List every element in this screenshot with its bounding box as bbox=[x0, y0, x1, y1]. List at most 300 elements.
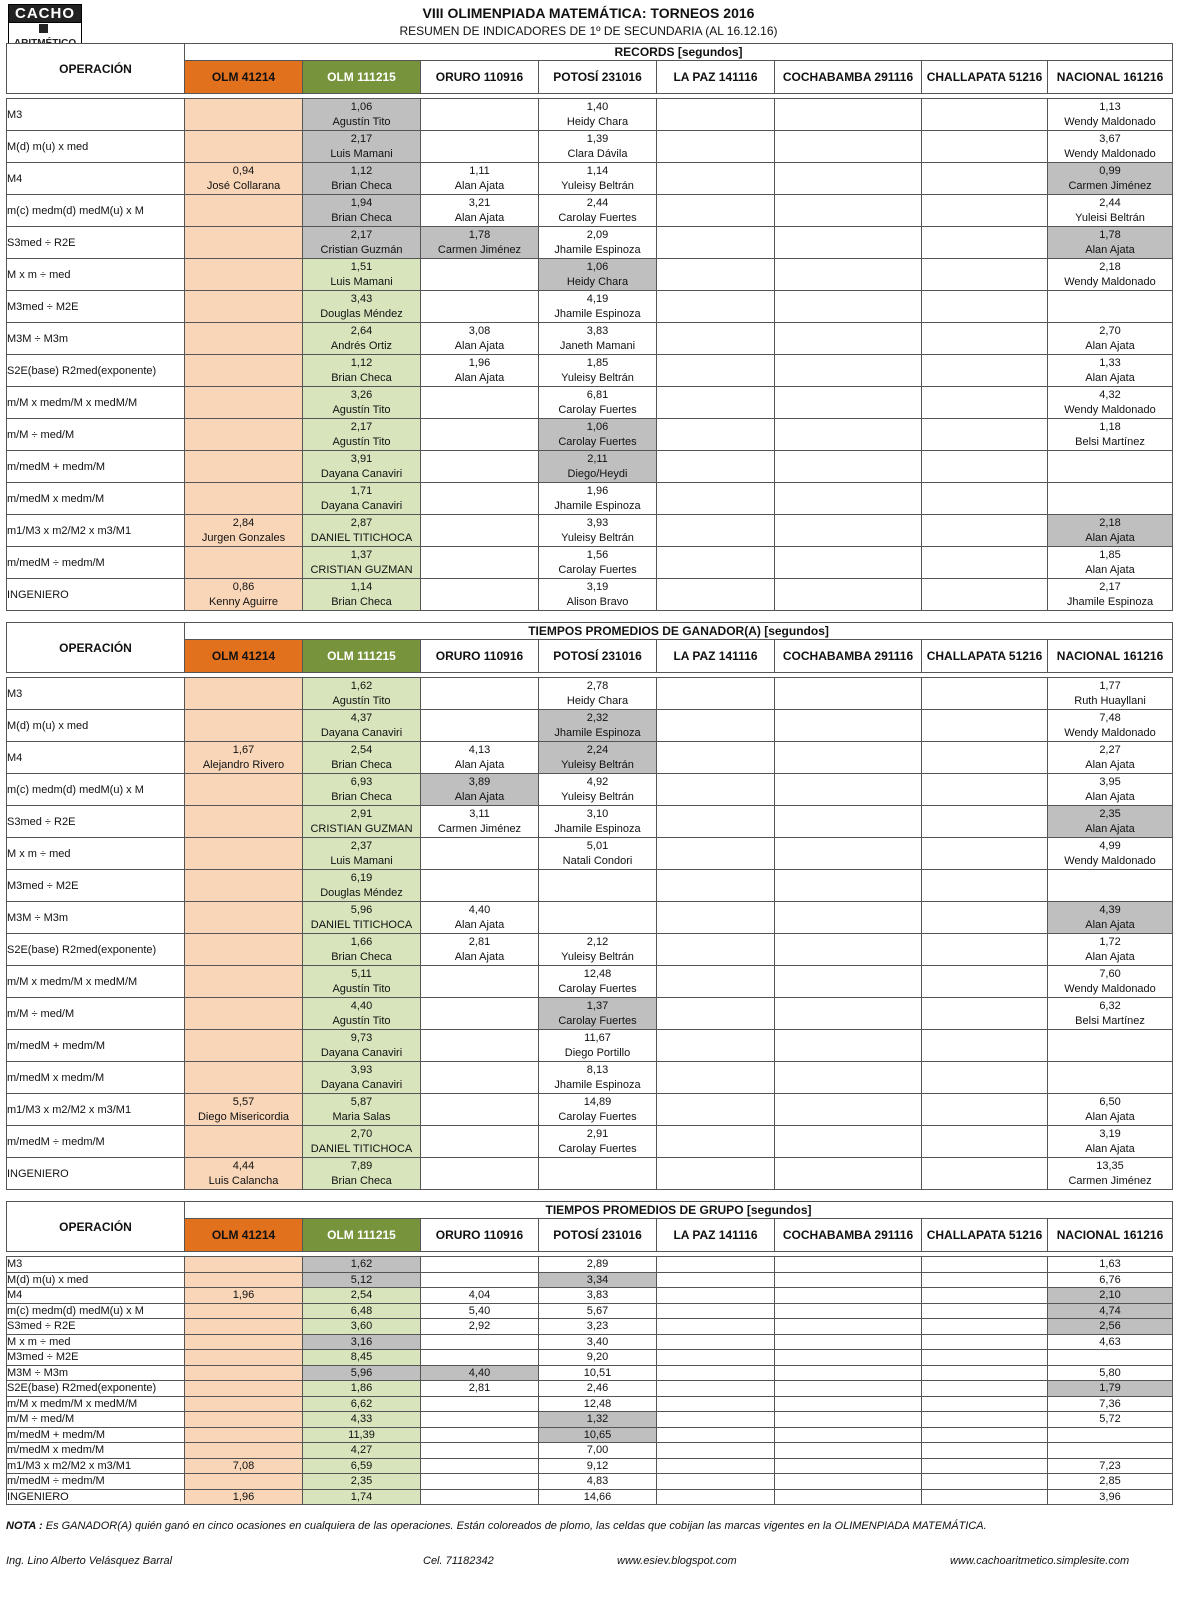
group-time-value bbox=[657, 1443, 775, 1459]
time-value: 4,99 bbox=[1048, 838, 1173, 854]
time-value: 2,35 bbox=[1048, 806, 1173, 822]
group-time-value bbox=[185, 1365, 303, 1381]
competitor-name bbox=[185, 371, 303, 387]
time-value: 2,37 bbox=[303, 838, 421, 854]
competitor-name: Jhamile Espinoza bbox=[539, 499, 657, 515]
competitor-name: Alan Ajata bbox=[421, 211, 539, 227]
group-time-value bbox=[775, 1350, 922, 1366]
operation-header: OPERACIÓN bbox=[7, 44, 185, 94]
time-value bbox=[421, 678, 539, 694]
competitor-name bbox=[421, 307, 539, 323]
group-time-value: 1,32 bbox=[539, 1412, 657, 1428]
competitor-name: Heidy Chara bbox=[539, 694, 657, 710]
group-time-value: 5,72 bbox=[1048, 1412, 1173, 1428]
column-header: OLM 111215 bbox=[303, 1219, 421, 1252]
time-value bbox=[421, 1062, 539, 1078]
time-value bbox=[421, 579, 539, 595]
competitor-name: DANIEL TITICHOCA bbox=[303, 1142, 421, 1158]
competitor-name: Alan Ajata bbox=[421, 950, 539, 966]
operation-label: m1/M3 x m2/M2 x m3/M1 bbox=[7, 1458, 185, 1474]
time-value bbox=[657, 195, 775, 211]
time-value bbox=[775, 742, 922, 758]
group-time-value: 7,08 bbox=[185, 1458, 303, 1474]
competitor-name bbox=[421, 1174, 539, 1190]
operation-label: m/medM + medm/M bbox=[7, 1427, 185, 1443]
time-value bbox=[775, 195, 922, 211]
time-value bbox=[185, 291, 303, 307]
time-value bbox=[775, 99, 922, 115]
time-value: 1,51 bbox=[303, 259, 421, 275]
time-value bbox=[922, 710, 1048, 726]
column-header: ORURO 110916 bbox=[421, 1219, 539, 1252]
group-time-value bbox=[775, 1257, 922, 1273]
time-value: 4,39 bbox=[1048, 902, 1173, 918]
time-value bbox=[539, 902, 657, 918]
competitor-name bbox=[657, 694, 775, 710]
group-time-value bbox=[922, 1474, 1048, 1490]
time-value: 1,72 bbox=[1048, 934, 1173, 950]
group-time-value bbox=[657, 1412, 775, 1428]
time-value: 0,99 bbox=[1048, 163, 1173, 179]
winner-averages-section bbox=[6, 622, 1172, 1190]
operation-label: M4 bbox=[7, 742, 185, 774]
competitor-name: Douglas Méndez bbox=[303, 886, 421, 902]
competitor-name bbox=[1048, 499, 1173, 515]
time-value bbox=[421, 419, 539, 435]
time-value bbox=[657, 131, 775, 147]
group-time-value: 1,86 bbox=[303, 1381, 421, 1397]
competitor-name: Jhamile Espinoza bbox=[539, 726, 657, 742]
time-value bbox=[657, 483, 775, 499]
competitor-name: Luis Calancha bbox=[185, 1174, 303, 1190]
time-value: 6,50 bbox=[1048, 1094, 1173, 1110]
operation-label: M(d) m(u) x med bbox=[7, 1272, 185, 1288]
group-time-value bbox=[185, 1427, 303, 1443]
competitor-name bbox=[657, 179, 775, 195]
competitor-name: Yuleisy Beltrán bbox=[539, 531, 657, 547]
time-value bbox=[657, 998, 775, 1014]
competitor-name bbox=[657, 467, 775, 483]
group-time-value bbox=[775, 1489, 922, 1505]
group-time-value bbox=[922, 1257, 1048, 1273]
group-time-value: 9,20 bbox=[539, 1350, 657, 1366]
time-value bbox=[185, 806, 303, 822]
group-time-value: 5,96 bbox=[303, 1365, 421, 1381]
time-value bbox=[775, 1062, 922, 1078]
time-value bbox=[657, 259, 775, 275]
time-value: 1,13 bbox=[1048, 99, 1173, 115]
competitor-name bbox=[185, 243, 303, 259]
time-value: 4,44 bbox=[185, 1158, 303, 1174]
records-section bbox=[6, 43, 1172, 611]
time-value bbox=[657, 838, 775, 854]
competitor-name bbox=[657, 403, 775, 419]
time-value: 1,14 bbox=[539, 163, 657, 179]
indicator-table bbox=[6, 622, 1173, 1190]
column-header: NACIONAL 161216 bbox=[1048, 1219, 1173, 1252]
competitor-name bbox=[775, 1110, 922, 1126]
operation-label: m(c) medm(d) medM(u) x M bbox=[7, 774, 185, 806]
competitor-name: Maria Salas bbox=[303, 1110, 421, 1126]
indicator-table bbox=[6, 1201, 1173, 1505]
group-time-value bbox=[185, 1474, 303, 1490]
competitor-name bbox=[657, 822, 775, 838]
competitor-name bbox=[922, 726, 1048, 742]
group-time-value: 1,63 bbox=[1048, 1257, 1173, 1273]
competitor-name bbox=[657, 1046, 775, 1062]
time-value: 1,39 bbox=[539, 131, 657, 147]
competitor-name bbox=[657, 275, 775, 291]
group-time-value: 3,23 bbox=[539, 1319, 657, 1335]
time-value: 1,78 bbox=[421, 227, 539, 243]
competitor-name bbox=[185, 435, 303, 451]
time-value bbox=[657, 547, 775, 563]
time-value bbox=[922, 870, 1048, 886]
competitor-name: Carolay Fuertes bbox=[539, 1110, 657, 1126]
competitor-name: Alan Ajata bbox=[421, 371, 539, 387]
group-time-value: 1,74 bbox=[303, 1489, 421, 1505]
competitor-name: Jhamile Espinoza bbox=[1048, 595, 1173, 611]
time-value bbox=[421, 710, 539, 726]
operation-label: M3 bbox=[7, 1257, 185, 1273]
competitor-name bbox=[657, 211, 775, 227]
column-header: OLM 111215 bbox=[303, 640, 421, 673]
competitor-name bbox=[775, 595, 922, 611]
time-value: 6,81 bbox=[539, 387, 657, 403]
group-time-value: 3,96 bbox=[1048, 1489, 1173, 1505]
operation-label: M3 bbox=[7, 99, 185, 131]
time-value bbox=[775, 1094, 922, 1110]
group-time-value: 3,16 bbox=[303, 1334, 421, 1350]
group-time-value bbox=[922, 1365, 1048, 1381]
time-value: 2,78 bbox=[539, 678, 657, 694]
time-value bbox=[1048, 451, 1173, 467]
operation-label: INGENIERO bbox=[7, 1489, 185, 1505]
page-title: VIII OLIMENPIADA MATEMÁTICA: TORNEOS 2016 bbox=[422, 5, 755, 21]
competitor-name: Alan Ajata bbox=[421, 758, 539, 774]
time-value bbox=[922, 323, 1048, 339]
competitor-name bbox=[922, 179, 1048, 195]
column-header: ORURO 110916 bbox=[421, 640, 539, 673]
competitor-name: Alan Ajata bbox=[1048, 758, 1173, 774]
competitor-name bbox=[421, 1110, 539, 1126]
competitor-name bbox=[185, 694, 303, 710]
operation-label: m1/M3 x m2/M2 x m3/M1 bbox=[7, 515, 185, 547]
competitor-name bbox=[775, 275, 922, 291]
time-value bbox=[775, 774, 922, 790]
time-value: 2,12 bbox=[539, 934, 657, 950]
group-time-value bbox=[185, 1396, 303, 1412]
competitor-name bbox=[657, 758, 775, 774]
time-value bbox=[657, 515, 775, 531]
time-value bbox=[657, 1094, 775, 1110]
competitor-name bbox=[185, 1078, 303, 1094]
competitor-name bbox=[185, 1046, 303, 1062]
group-time-value: 5,67 bbox=[539, 1303, 657, 1319]
time-value bbox=[421, 387, 539, 403]
operation-label: m/M ÷ med/M bbox=[7, 1412, 185, 1428]
competitor-name bbox=[922, 854, 1048, 870]
time-value: 5,96 bbox=[303, 902, 421, 918]
time-value: 5,01 bbox=[539, 838, 657, 854]
operation-label: m/M x medm/M x medM/M bbox=[7, 966, 185, 998]
time-value bbox=[657, 227, 775, 243]
group-time-value bbox=[922, 1288, 1048, 1304]
group-time-value bbox=[922, 1396, 1048, 1412]
competitor-name bbox=[185, 726, 303, 742]
competitor-name bbox=[775, 339, 922, 355]
time-value bbox=[922, 806, 1048, 822]
group-time-value bbox=[922, 1489, 1048, 1505]
competitor-name bbox=[421, 275, 539, 291]
time-value: 4,13 bbox=[421, 742, 539, 758]
time-value: 1,94 bbox=[303, 195, 421, 211]
competitor-name: Alan Ajata bbox=[421, 339, 539, 355]
competitor-name bbox=[421, 595, 539, 611]
competitor-name bbox=[185, 563, 303, 579]
time-value: 4,40 bbox=[303, 998, 421, 1014]
column-header: OLM 41214 bbox=[185, 61, 303, 94]
time-value: 4,92 bbox=[539, 774, 657, 790]
group-time-value bbox=[775, 1412, 922, 1428]
competitor-name: Brian Checa bbox=[303, 595, 421, 611]
group-time-value bbox=[1048, 1427, 1173, 1443]
time-value bbox=[657, 163, 775, 179]
group-time-value: 4,04 bbox=[421, 1288, 539, 1304]
time-value: 1,12 bbox=[303, 163, 421, 179]
time-value bbox=[185, 774, 303, 790]
time-value bbox=[421, 838, 539, 854]
time-value: 1,06 bbox=[303, 99, 421, 115]
operation-header: OPERACIÓN bbox=[7, 1202, 185, 1252]
competitor-name bbox=[421, 403, 539, 419]
group-time-value bbox=[185, 1443, 303, 1459]
time-value bbox=[185, 227, 303, 243]
group-time-value bbox=[421, 1412, 539, 1428]
competitor-name bbox=[775, 886, 922, 902]
time-value bbox=[775, 806, 922, 822]
competitor-name bbox=[922, 115, 1048, 131]
time-value bbox=[922, 1126, 1048, 1142]
group-time-value bbox=[657, 1489, 775, 1505]
time-value: 2,54 bbox=[303, 742, 421, 758]
group-time-value bbox=[922, 1334, 1048, 1350]
competitor-name: Brian Checa bbox=[303, 790, 421, 806]
group-time-value: 3,40 bbox=[539, 1334, 657, 1350]
competitor-name: Andrés Ortiz bbox=[303, 339, 421, 355]
competitor-name bbox=[421, 1014, 539, 1030]
operation-label: S3med ÷ R2E bbox=[7, 227, 185, 259]
time-value: 3,11 bbox=[421, 806, 539, 822]
competitor-name bbox=[922, 467, 1048, 483]
section-title: TIEMPOS PROMEDIOS DE GANADOR(A) [segundos] bbox=[185, 623, 1173, 640]
competitor-name bbox=[922, 147, 1048, 163]
time-value bbox=[922, 998, 1048, 1014]
column-header: NACIONAL 161216 bbox=[1048, 61, 1173, 94]
competitor-name: Agustín Tito bbox=[303, 115, 421, 131]
time-value: 7,89 bbox=[303, 1158, 421, 1174]
column-header: COCHABAMBA 291116 bbox=[775, 61, 922, 94]
time-value bbox=[775, 163, 922, 179]
time-value bbox=[922, 291, 1048, 307]
time-value: 2,87 bbox=[303, 515, 421, 531]
note-text: Es GANADOR(A) quién ganó en cinco ocasiones en cualquiera de las operaciones. Están coloreados de plomo, las celdas que cobijan las marcas vigentes en la OLIMENPIADA MATEMÁTICA. bbox=[45, 1520, 987, 1532]
time-value: 9,73 bbox=[303, 1030, 421, 1046]
competitor-name bbox=[775, 499, 922, 515]
time-value: 2,17 bbox=[303, 227, 421, 243]
group-time-value bbox=[922, 1303, 1048, 1319]
competitor-name: Ruth Huayllani bbox=[1048, 694, 1173, 710]
competitor-name bbox=[657, 950, 775, 966]
group-time-value: 1,96 bbox=[185, 1288, 303, 1304]
group-time-value: 11,39 bbox=[303, 1427, 421, 1443]
competitor-name bbox=[657, 563, 775, 579]
competitor-name bbox=[185, 275, 303, 291]
competitor-name bbox=[185, 822, 303, 838]
group-time-value bbox=[775, 1334, 922, 1350]
time-value: 0,94 bbox=[185, 163, 303, 179]
competitor-name bbox=[185, 115, 303, 131]
competitor-name: Jhamile Espinoza bbox=[539, 243, 657, 259]
time-value: 1,85 bbox=[1048, 547, 1173, 563]
competitor-name: Brian Checa bbox=[303, 758, 421, 774]
group-time-value: 5,80 bbox=[1048, 1365, 1173, 1381]
competitor-name bbox=[775, 531, 922, 547]
time-value bbox=[421, 451, 539, 467]
time-value bbox=[922, 1030, 1048, 1046]
group-time-value: 4,83 bbox=[539, 1474, 657, 1490]
competitor-name bbox=[1048, 1046, 1173, 1062]
competitor-name bbox=[922, 435, 1048, 451]
competitor-name bbox=[657, 982, 775, 998]
competitor-name bbox=[775, 854, 922, 870]
group-time-value bbox=[922, 1458, 1048, 1474]
time-value bbox=[775, 966, 922, 982]
time-value bbox=[185, 547, 303, 563]
competitor-name bbox=[775, 467, 922, 483]
time-value bbox=[922, 838, 1048, 854]
time-value: 6,93 bbox=[303, 774, 421, 790]
time-value: 3,08 bbox=[421, 323, 539, 339]
group-time-value bbox=[775, 1381, 922, 1397]
time-value bbox=[922, 1158, 1048, 1174]
time-value bbox=[185, 1030, 303, 1046]
competitor-name bbox=[421, 886, 539, 902]
time-value bbox=[1048, 1030, 1173, 1046]
competitor-name bbox=[775, 790, 922, 806]
footer-phone: Cel. 71182342 bbox=[423, 1555, 494, 1567]
column-header: POTOSÍ 231016 bbox=[539, 640, 657, 673]
group-time-value bbox=[775, 1443, 922, 1459]
competitor-name bbox=[775, 726, 922, 742]
time-value: 2,32 bbox=[539, 710, 657, 726]
time-value: 3,43 bbox=[303, 291, 421, 307]
time-value: 1,37 bbox=[539, 998, 657, 1014]
competitor-name: Wendy Maldonado bbox=[1048, 726, 1173, 742]
competitor-name bbox=[775, 822, 922, 838]
competitor-name: Jhamile Espinoza bbox=[539, 1078, 657, 1094]
competitor-name: Alan Ajata bbox=[1048, 563, 1173, 579]
column-header: OLM 41214 bbox=[185, 640, 303, 673]
time-value bbox=[775, 259, 922, 275]
competitor-name: Luis Mamani bbox=[303, 854, 421, 870]
group-time-value: 4,63 bbox=[1048, 1334, 1173, 1350]
time-value bbox=[775, 451, 922, 467]
time-value bbox=[775, 515, 922, 531]
group-time-value bbox=[421, 1427, 539, 1443]
competitor-name bbox=[185, 467, 303, 483]
column-header: NACIONAL 161216 bbox=[1048, 640, 1173, 673]
group-time-value: 6,76 bbox=[1048, 1272, 1173, 1288]
competitor-name: Agustín Tito bbox=[303, 435, 421, 451]
competitor-name: Wendy Maldonado bbox=[1048, 403, 1173, 419]
time-value bbox=[185, 419, 303, 435]
competitor-name: Janeth Mamani bbox=[539, 339, 657, 355]
group-time-value bbox=[421, 1334, 539, 1350]
competitor-name bbox=[421, 982, 539, 998]
group-time-value bbox=[657, 1319, 775, 1335]
group-time-value bbox=[657, 1257, 775, 1273]
competitor-name bbox=[775, 115, 922, 131]
group-time-value bbox=[922, 1381, 1048, 1397]
column-header: POTOSÍ 231016 bbox=[539, 1219, 657, 1252]
competitor-name bbox=[922, 275, 1048, 291]
competitor-name bbox=[775, 211, 922, 227]
time-value: 2,18 bbox=[1048, 259, 1173, 275]
time-value bbox=[421, 1126, 539, 1142]
group-time-value bbox=[421, 1458, 539, 1474]
competitor-name: Alejandro Rivero bbox=[185, 758, 303, 774]
time-value bbox=[922, 259, 1048, 275]
operation-label: INGENIERO bbox=[7, 1158, 185, 1190]
operation-label: M3M ÷ M3m bbox=[7, 1365, 185, 1381]
time-value: 3,19 bbox=[539, 579, 657, 595]
operation-label: M(d) m(u) x med bbox=[7, 131, 185, 163]
time-value bbox=[657, 99, 775, 115]
column-header: CHALLAPATA 51216 bbox=[922, 640, 1048, 673]
time-value bbox=[657, 419, 775, 435]
time-value: 1,12 bbox=[303, 355, 421, 371]
time-value: 2,84 bbox=[185, 515, 303, 531]
time-value: 12,48 bbox=[539, 966, 657, 982]
group-time-value bbox=[775, 1319, 922, 1335]
competitor-name bbox=[922, 1046, 1048, 1062]
competitor-name: Wendy Maldonado bbox=[1048, 982, 1173, 998]
competitor-name: Dayana Canaviri bbox=[303, 499, 421, 515]
time-value: 14,89 bbox=[539, 1094, 657, 1110]
group-time-value: 2,92 bbox=[421, 1319, 539, 1335]
time-value: 2,17 bbox=[303, 131, 421, 147]
time-value: 3,93 bbox=[539, 515, 657, 531]
group-time-value: 2,89 bbox=[539, 1257, 657, 1273]
time-value bbox=[421, 1158, 539, 1174]
competitor-name bbox=[922, 918, 1048, 934]
competitor-name: Carmen Jiménez bbox=[421, 243, 539, 259]
group-time-value bbox=[185, 1334, 303, 1350]
footer-author: Ing. Lino Alberto Velásquez Barral bbox=[6, 1555, 173, 1567]
time-value: 1,18 bbox=[1048, 419, 1173, 435]
competitor-name: Alan Ajata bbox=[1048, 531, 1173, 547]
competitor-name bbox=[775, 371, 922, 387]
competitor-name bbox=[421, 694, 539, 710]
group-time-value bbox=[657, 1272, 775, 1288]
time-value bbox=[185, 966, 303, 982]
footer-blog: www.esiev.blogspot.com bbox=[617, 1555, 737, 1567]
competitor-name bbox=[539, 1174, 657, 1190]
competitor-name bbox=[657, 435, 775, 451]
operation-label: m/medM ÷ medm/M bbox=[7, 1474, 185, 1490]
time-value bbox=[185, 838, 303, 854]
